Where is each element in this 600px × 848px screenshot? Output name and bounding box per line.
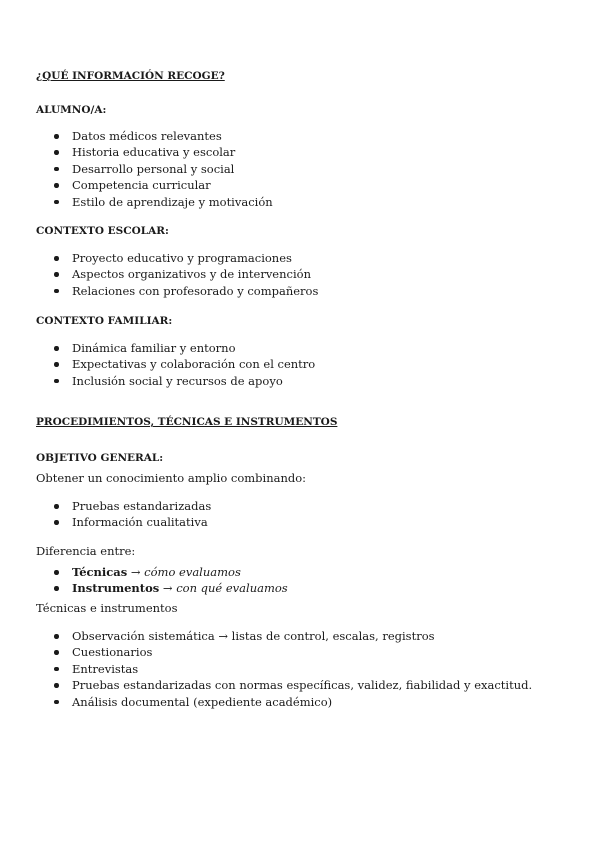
list-item: Aspectos organizativos y de intervención (52, 266, 318, 282)
list-item: Análisis documental (expediente académico) (52, 694, 532, 710)
tecnicas-list (52, 628, 532, 710)
term-tecnicas: Técnicas (72, 565, 128, 579)
objetivo-general-label: OBJETIVO GENERAL: (36, 452, 164, 464)
list-item: Datos médicos relevantes (52, 128, 273, 144)
objetivo-list (52, 498, 211, 531)
list-item: Estilo de aprendizaje y motivación (52, 194, 273, 210)
diferencia-list (52, 564, 288, 597)
list-item: Pruebas estandarizadas (52, 498, 211, 514)
list-item: Proyecto educativo y programaciones (52, 250, 318, 266)
desc-instrumentos: con qué evaluamos (176, 581, 288, 596)
list-item (52, 580, 288, 596)
contexto-familiar-list (52, 340, 315, 389)
diferencia-text: Diferencia entre: (36, 544, 136, 558)
tecnicas-instrumentos-text: Técnicas e instrumentos (36, 601, 178, 615)
list-item: Pruebas estandarizadas con normas específicas, validez, fiabilidad y exactitud. (52, 677, 532, 693)
list-item (52, 564, 288, 580)
list-item: Entrevistas (52, 661, 532, 677)
arrow-icon: → (127, 565, 145, 579)
list-item: Información cualitativa (52, 514, 211, 530)
list-item: Competencia curricular (52, 177, 273, 193)
list-item: Desarrollo personal y social (52, 161, 273, 177)
objetivo-general-text: Obtener un conocimiento amplio combinando: (36, 471, 307, 485)
list-item: Expectativas y colaboración con el centro (52, 356, 315, 372)
section-title-informacion: ¿QUÉ INFORMACIÓN RECOGE? (36, 70, 225, 82)
list-item: Historia educativa y escolar (52, 144, 273, 160)
arrow-icon: → (159, 581, 177, 596)
list-item: Cuestionarios (52, 644, 532, 660)
section-title-procedimientos: PROCEDIMIENTOS, TÉCNICAS E INSTRUMENTOS (36, 416, 338, 428)
contexto-escolar-list (52, 250, 318, 299)
list-item: Relaciones con profesorado y compañeros (52, 283, 318, 299)
alumno-list (52, 128, 273, 210)
contexto-escolar-label: CONTEXTO ESCOLAR: (36, 225, 169, 237)
term-instrumentos: Instrumentos (72, 581, 160, 596)
desc-tecnicas: cómo evaluamos (144, 565, 241, 579)
list-item: Inclusión social y recursos de apoyo (52, 373, 315, 389)
list-item: Observación sistemática → listas de control, escalas, registros (52, 628, 532, 644)
contexto-familiar-label: CONTEXTO FAMILIAR: (36, 315, 173, 327)
alumno-label: ALUMNO/A: (36, 104, 107, 116)
list-item: Dinámica familiar y entorno (52, 340, 315, 356)
